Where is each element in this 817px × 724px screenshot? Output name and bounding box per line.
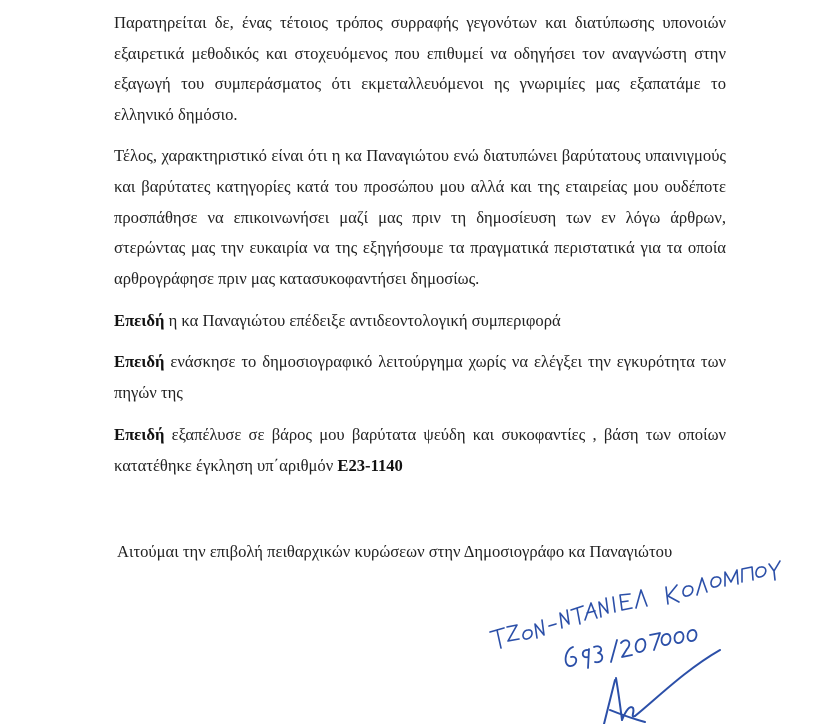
paragraph-observation: Παρατηρείται δε, ένας τέτοιος τρόπος συρραφής γεγονότων και διατύπωσης υπονοιών εξαιρετικά μεθοδικός και στοχευόμενος που επιθυμεί να οδηγήσει τον αναγνώστη στην εξαγωγή του συμπεράσματος ότι εκμεταλλευόμενοι ης γνωριμίες μας εξαπατάμε το ελληνικό δημόσιο. xyxy=(114,13,726,124)
whereas-clause-1 xyxy=(114,306,726,337)
closing-request: Αιτούμαι την επιβολή πειθαρχικών κυρώσεων στην Δημοσιογράφο κα Παναγιώτου xyxy=(117,542,673,561)
handwritten-signature xyxy=(470,540,800,724)
whereas-text: η κα Παναγιώτου επέδειξε αντιδεοντολογική συμπεριφορά xyxy=(164,311,561,331)
signature-scrawl xyxy=(604,650,720,724)
whereas-clause-2 xyxy=(114,347,726,408)
paragraph-conclusion: Τέλος, χαρακτηριστικό είναι ότι η κα Παναγιώτου ενώ διατυπώνει βαρύτατους υπαινιγμούς και βαρύτατες κατηγορίες κατά του προσώπου μου αλλά και της εταιρείας μου ουδέποτε προσπάθησε να επικοινωνήσει μαζί μας πριν τη δημοσίευση των εν λόγω άρθρων, στερώντας μας την ευκαιρία να της εξηγήσουμε τα πραγματικά περιστατικά για τα οποία αρθρογράφησε πριν μας κατασυκοφαντήσει δημοσίως. xyxy=(114,146,726,288)
whereas-text: εξαπέλυσε σε βάρος μου βαρύτατα ψεύδη και συκοφαντίες , βάση των οποίων κατατέθηκε έγκληση υπ΄αριθμόν xyxy=(114,425,726,475)
whereas-label: Επειδή xyxy=(114,351,165,371)
complaint-number: Ε23-1140 xyxy=(337,455,403,475)
whereas-text: ενάσκησε το δημοσιογραφικό λειτούργημα χωρίς να ελέγξει την εγκυρότητα των πηγών της xyxy=(114,351,726,402)
whereas-clause-3 xyxy=(114,420,726,481)
whereas-label: Επειδή xyxy=(114,311,165,331)
handwritten-number xyxy=(566,630,697,668)
handwritten-name xyxy=(490,561,780,648)
whereas-label: Επειδή xyxy=(114,425,165,445)
document-body xyxy=(114,8,726,481)
